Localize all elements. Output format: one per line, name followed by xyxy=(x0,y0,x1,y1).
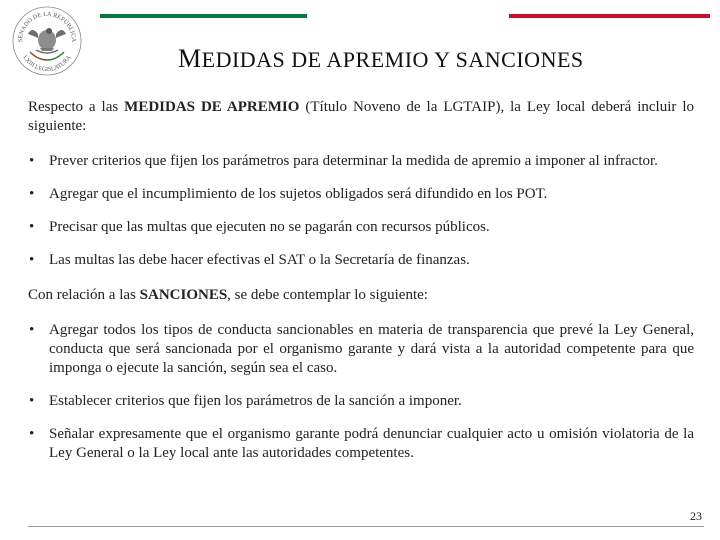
list-item: • Prever criterios que fijen los parámetros para determinar la medida de apremio a imponer al infractor. xyxy=(29,153,658,169)
list-item: • Señalar expresamente que el organismo garante podrá denunciar cualquier acto u omisión violatoria de la Ley General o la Ley local ante las autoridades competentes. xyxy=(29,426,694,461)
senate-seal-logo xyxy=(10,4,84,78)
apremio-intro: Respecto a las MEDIDAS DE APREMIO (Título Noveno de la LGTAIP), la Ley local deberá incluir lo siguiente: xyxy=(28,99,694,134)
list-item: • Establecer criterios que fijen los parámetros de la sanción a imponer. xyxy=(29,393,462,409)
flag-green-segment xyxy=(100,14,307,18)
apremio-list xyxy=(28,152,694,270)
list-item: • Agregar todos los tipos de conducta sancionables en materia de transparencia que prevé la Ley General, conducta que será sancionada por el organismo garante y dará vista a la autoridad competente para que imponga o ejecute la sanción, según sea el caso. xyxy=(29,322,694,376)
tricolor-header-bar xyxy=(100,14,710,18)
seal-text-bottom: LXIII LEGISLATURA xyxy=(21,54,73,74)
page-number: 23 xyxy=(690,509,702,523)
list-item: • Las multas las debe hacer efectivas el SAT o la Secretaría de finanzas. xyxy=(29,252,470,268)
slide-content xyxy=(28,98,694,463)
list-item: • Agregar que el incumplimiento de los sujetos obligados será difundido en los POT. xyxy=(29,186,548,202)
flag-white-segment xyxy=(307,14,508,18)
list-item: • Precisar que las multas que ejecuten no se pagarán con recursos públicos. xyxy=(29,219,490,235)
sanciones-list xyxy=(28,321,694,463)
sanciones-intro: Con relación a las SANCIONES, se debe contemplar lo siguiente: xyxy=(28,287,428,303)
flag-red-segment xyxy=(509,14,710,18)
eagle-emblem-icon xyxy=(28,28,66,53)
page-title: MEDIDAS DE APREMIO Y SANCIONES xyxy=(178,44,584,73)
footer-divider xyxy=(28,526,704,527)
seal-text-top: SENADO DE LA REPÚBLICA xyxy=(16,10,78,43)
